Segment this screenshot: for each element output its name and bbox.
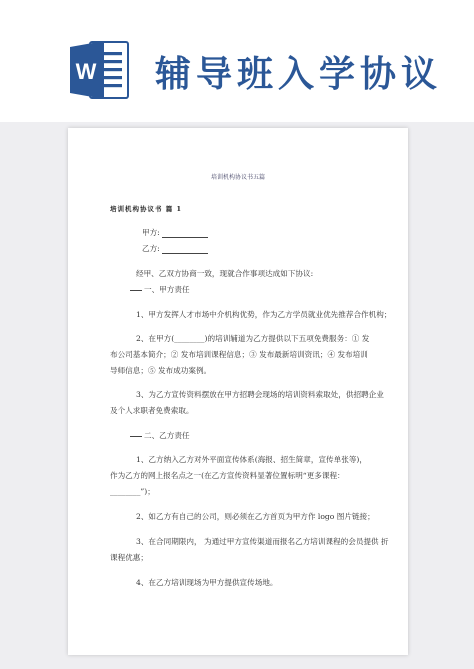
word-document-icon	[68, 38, 130, 102]
clause-b3-line2: 课程优惠；	[110, 553, 148, 562]
clause-b3-line1: 3、在合同期限内， 为通过甲方宣传渠道而报名乙方培训课程的会员提供 折	[136, 537, 389, 546]
clause-a2-line1: 2、在甲方(________)的培训辅道为乙方提供以下五项免费服务：① 发	[136, 334, 370, 343]
clause-a1: 1、甲方发挥人才市场中介机构优势，作为乙方学员就业优先推荐合作机构；	[136, 310, 392, 319]
clause-b1-line3: ________”)；	[110, 487, 155, 496]
word-icon-letter: W	[75, 59, 97, 84]
section-2-heading	[130, 430, 190, 441]
banner-title: 辅导班入学协议	[155, 54, 443, 95]
clause-a3-line2: 及个人求职者免费索取。	[110, 406, 194, 415]
section-1-label: 一、甲方责任	[144, 285, 190, 294]
section-marker	[130, 436, 142, 437]
document-title: 培训机构协议书五篇	[210, 174, 265, 181]
party-a-blank	[162, 229, 208, 238]
clause-b1-line2: 作为乙方的网上报名点之一(在乙方宣传资料显著位置标明“更多课程：	[110, 471, 345, 480]
section-1-heading	[130, 284, 190, 295]
clause-a2-line2: 布公司基本简介；② 发布培训课程信息；③ 发布最新培训资讯；④ 发布培训	[110, 350, 368, 359]
section-heading: 培训机构协议书 篇 1	[110, 205, 183, 213]
party-b-blank	[162, 245, 208, 254]
section-2-label: 二、乙方责任	[144, 431, 190, 440]
header-banner	[0, 0, 474, 122]
party-b-label: 乙方:	[142, 244, 160, 253]
party-b-line	[142, 243, 208, 254]
clause-b1-line1: 1、乙方纳入乙方对外平面宣传体系(海报、招生简章，宣传单张等)，	[136, 455, 367, 464]
intro-paragraph: 经甲、乙双方协商一致，现就合作事项达成如下协议:	[136, 269, 314, 278]
clause-b4: 4、在乙方培训现场为甲方提供宣传场地。	[136, 578, 278, 587]
party-a-line	[142, 227, 208, 238]
clause-a2-line3: 导师信息；⑤ 发布成功案例。	[110, 366, 212, 375]
party-a-label: 甲方:	[142, 228, 160, 237]
clause-b2: 2、如乙方有自己的公司，则必须在乙方首页为甲方作 logo 图片链接；	[136, 512, 375, 521]
clause-a3-line1: 3、为乙方宣传资料摆放在甲方招聘会现场的培训资料索取处，供招聘企业	[136, 390, 384, 399]
document-page	[68, 128, 408, 655]
section-marker	[130, 290, 142, 291]
